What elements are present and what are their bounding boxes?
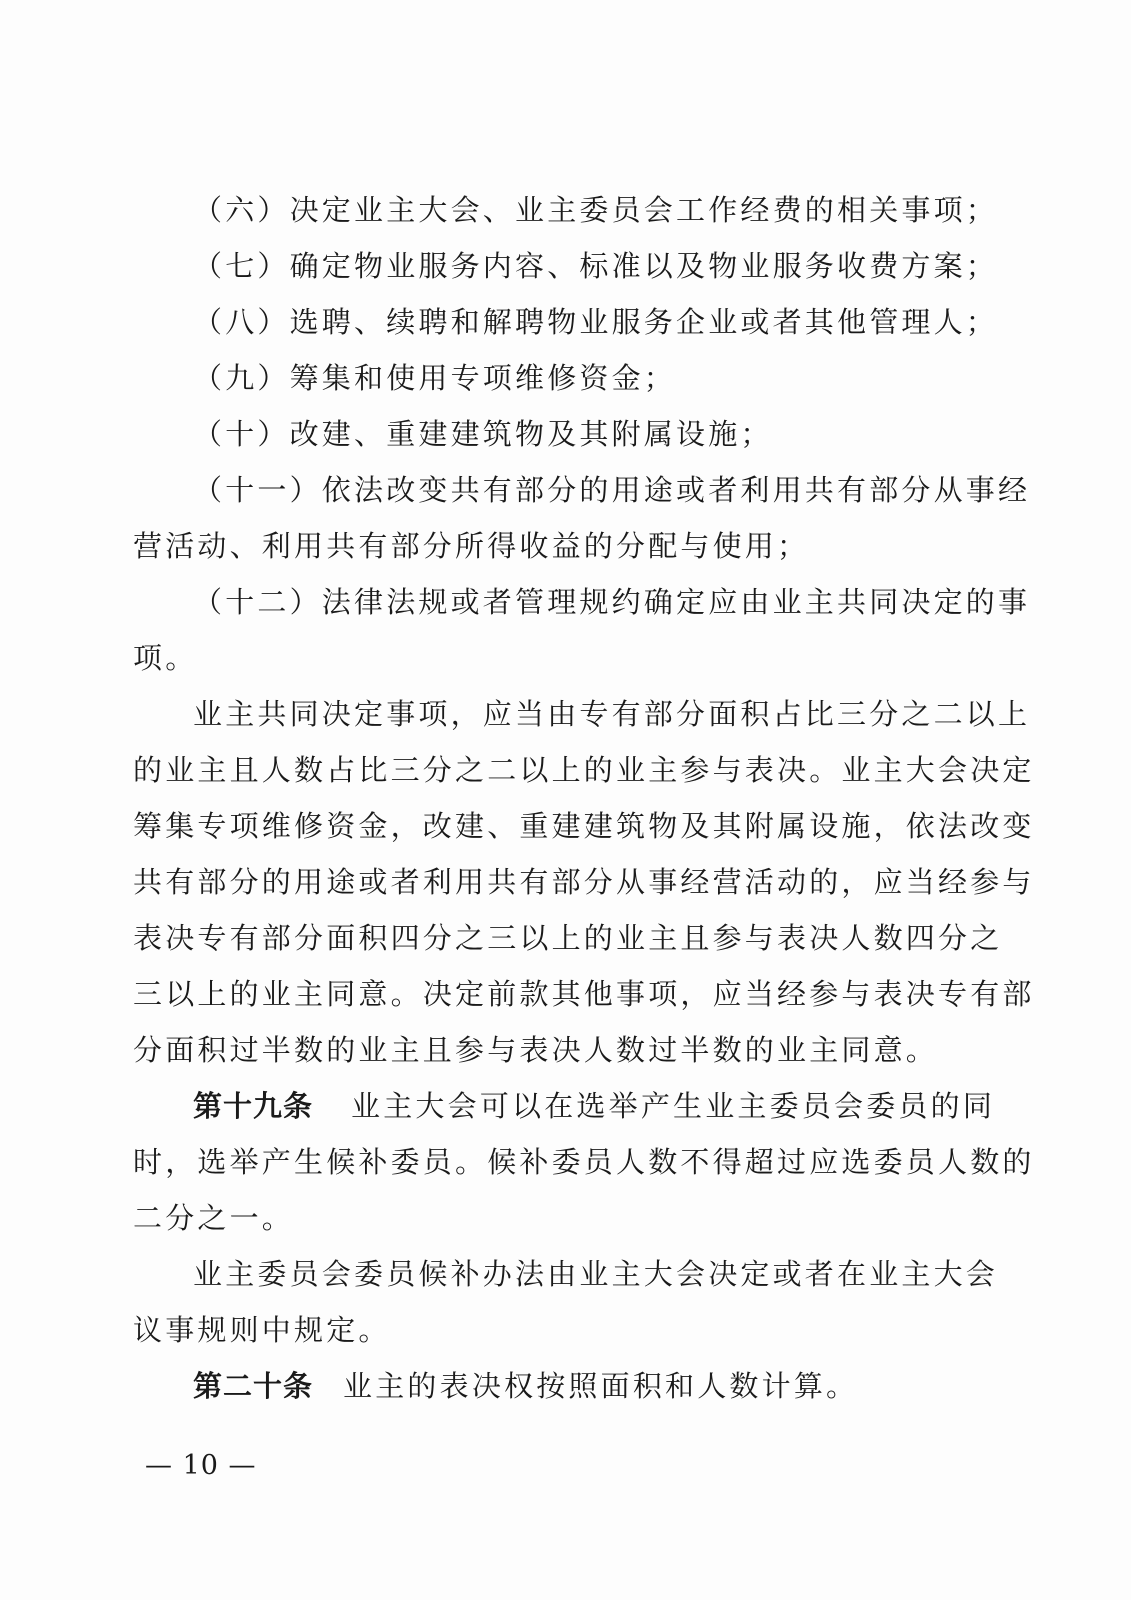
article-20-text: 业主的表决权按照面积和人数计算。	[343, 1369, 859, 1403]
article-20-title: 第二十条	[193, 1369, 314, 1403]
paragraph-line: 的业主且人数占比三分之二以上的业主参与表决。业主大会决定	[133, 753, 1035, 787]
paragraph-line: 议事规则中规定。	[133, 1313, 391, 1347]
item-12-line-1: （十二）法律法规或者管理规约确定应由业主共同决定的事	[193, 585, 1031, 619]
paragraph-line: 表决专有部分面积四分之三以上的业主且参与表决人数四分之	[133, 921, 1003, 955]
article-19-title: 第十九条	[193, 1089, 314, 1123]
item-10: （十）改建、重建建筑物及其附属设施；	[193, 417, 773, 451]
paragraph-line: 分面积过半数的业主且参与表决人数过半数的业主同意。	[133, 1033, 939, 1067]
article-20-line	[193, 1366, 963, 1406]
item-11-line-1: （十一）依法改变共有部分的用途或者利用共有部分从事经	[193, 473, 1031, 507]
paragraph-line: 二分之一。	[133, 1201, 295, 1235]
paragraph-line: 时，选举产生候补委员。候补委员人数不得超过应选委员人数的	[133, 1145, 1035, 1179]
article-19-text: 业主大会可以在选举产生业主委员会委员的同	[351, 1089, 996, 1123]
page-number: — 10 —	[145, 1450, 257, 1481]
paragraph-line: 业主委员会委员候补办法由业主大会决定或者在业主大会	[193, 1257, 999, 1291]
article-19-line-1	[193, 1086, 996, 1126]
item-12-line-2: 项。	[133, 641, 198, 675]
paragraph-line: 三以上的业主同意。决定前款其他事项，应当经参与表决专有部	[133, 977, 1035, 1011]
paragraph-line: 共有部分的用途或者利用共有部分从事经营活动的，应当经参与	[133, 865, 1035, 899]
item-8: （八）选聘、续聘和解聘物业服务企业或者其他管理人；	[193, 305, 999, 339]
paragraph-line: 业主共同决定事项，应当由专有部分面积占比三分之二以上	[193, 697, 1031, 731]
item-7: （七）确定物业服务内容、标准以及物业服务收费方案；	[193, 249, 999, 283]
paragraph-line: 筹集专项维修资金，改建、重建建筑物及其附属设施，依法改变	[133, 809, 1035, 843]
item-11-line-2: 营活动、利用共有部分所得收益的分配与使用；	[133, 529, 810, 563]
item-6: （六）决定业主大会、业主委员会工作经费的相关事项；	[193, 193, 999, 227]
item-9: （九）筹集和使用专项维修资金；	[193, 361, 677, 395]
